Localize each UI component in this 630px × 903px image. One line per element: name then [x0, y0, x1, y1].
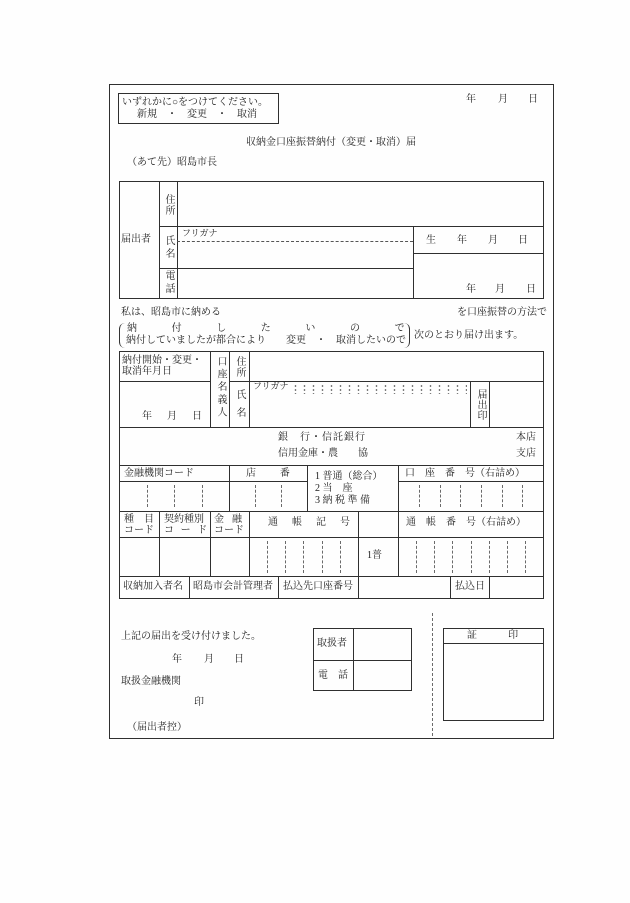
item-code-label-line2: コード — [124, 525, 154, 536]
applicant-address-field — [177, 181, 544, 227]
bank-type-line2: 信用金庫・農 協 — [278, 448, 368, 459]
digit-separator — [419, 485, 420, 507]
account-number-label: 口 座 番 号（右詰め） — [405, 468, 525, 479]
statement-closing: 次のとおり届け出ます。 — [414, 330, 524, 341]
acknowledgement-text: 上記の届出を受け付けました。 — [121, 631, 261, 642]
holder-address-label: 住所 — [234, 356, 245, 378]
digit-separator — [281, 485, 282, 507]
bracket-left — [119, 323, 125, 348]
item-code-label-line1: 種 目 — [124, 514, 154, 525]
receipt-date-year: 年 — [172, 654, 182, 665]
passbook-type-header-cell — [358, 511, 399, 538]
passbook-symbol-field — [249, 537, 359, 577]
account-type-option-1: 1 普通（総合） — [315, 471, 383, 482]
account-type-option-2: 2 当 座 — [315, 483, 353, 494]
start-date-label-line1: 納付開始・変更・ — [122, 355, 202, 366]
passbook-symbol-label: 通 帳 記 号 — [268, 517, 352, 528]
holder-furigana-label: フリガナ — [253, 381, 289, 391]
digit-separator — [481, 485, 482, 507]
statement-lead: 私は、昭島市に納める — [121, 307, 221, 318]
digit-separator — [285, 541, 286, 573]
addressee: （あて先）昭島市長 — [127, 157, 217, 168]
cut-line — [432, 613, 433, 736]
birth-date-day: 日 — [518, 235, 528, 246]
item-code-field — [119, 537, 160, 577]
start-date-label-line2: 取消年月日 — [122, 366, 172, 377]
contract-code-field — [159, 537, 211, 577]
submission-date-cell — [413, 253, 544, 299]
contract-code-label-line1: 契約種別 — [164, 514, 204, 525]
finance-code-field — [210, 537, 250, 577]
submission-date-day: 日 — [526, 284, 536, 295]
handler-phone-field — [353, 660, 412, 691]
deposit-date-label: 払込日 — [455, 581, 485, 592]
submission-date-month: 月 — [495, 284, 505, 295]
bank-type-line1: 銀 行・信託銀行 — [278, 432, 366, 443]
request-type-options: 新規 ・ 変更 ・ 取消 — [137, 109, 257, 120]
digit-separator — [471, 541, 472, 573]
finance-code-label-line2: コード — [214, 525, 244, 536]
receipt-date-day: 日 — [234, 654, 244, 665]
payee-name: 昭島市会計管理者 — [193, 581, 273, 592]
start-date-day: 日 — [192, 411, 202, 422]
holder-label: 口座名義人 — [215, 356, 226, 420]
deposit-account-label: 払込先口座番号 — [283, 581, 353, 592]
branch-type-sub: 支店 — [516, 448, 536, 459]
contract-code-label-line2: コ ー ド — [164, 525, 206, 536]
copy-label: （届出者控） — [127, 722, 187, 733]
certification-label: 証 印 — [467, 630, 522, 641]
birth-date-month: 月 — [488, 235, 498, 246]
digit-separator — [267, 541, 268, 573]
applicant-phone-label: 電話 — [163, 270, 174, 296]
filing-date-year: 年 — [466, 94, 476, 105]
furigana-guide — [291, 384, 467, 394]
handling-institution-label: 取扱金融機関 — [121, 676, 181, 687]
payee-label: 収納加入者名 — [123, 581, 183, 592]
handler-phone-label: 電 話 — [318, 670, 348, 681]
holder-address-field — [249, 351, 544, 382]
digit-separator — [202, 485, 203, 507]
deposit-date-field — [489, 576, 544, 599]
applicant-phone-field — [177, 268, 414, 299]
statement-choice-change: 納付していましたが都合により 変更 ・ 取消したいので — [126, 335, 406, 346]
digit-separator — [440, 485, 441, 507]
digit-separator — [502, 485, 503, 507]
birth-date-label: 生 — [426, 235, 436, 246]
handler-label: 取扱者 — [317, 638, 347, 649]
form-title: 収納金口座振替納付（変更・取消）届 — [246, 137, 416, 148]
digit-separator — [525, 541, 526, 573]
branch-type-main: 本店 — [516, 432, 536, 443]
holder-name-label: 氏名 — [234, 389, 245, 425]
start-date-year: 年 — [142, 411, 152, 422]
certification-seal-field — [443, 643, 544, 721]
passbook-type: 1普 — [367, 550, 382, 561]
seal-field — [489, 381, 544, 428]
instruction-text: いずれかに○をつけてください。 — [122, 97, 269, 108]
applicant-furigana-label: フリガナ — [182, 228, 218, 238]
birth-date-year: 年 — [457, 235, 467, 246]
applicant-name-label: 氏名 — [163, 235, 174, 261]
deposit-account-field — [358, 576, 451, 599]
submission-date-year: 年 — [466, 284, 476, 295]
passbook-number-label: 通 帳 番 号（右詰め） — [406, 517, 526, 528]
start-date-month: 月 — [167, 411, 177, 422]
applicant-address-label: 住所 — [163, 194, 174, 216]
bracket-right — [404, 323, 410, 348]
digit-separator — [460, 485, 461, 507]
digit-separator — [303, 541, 304, 573]
account-type-option-3: 3 納 税 準 備 — [315, 495, 370, 506]
digit-separator — [452, 541, 453, 573]
branch-number-label: 店 番 — [246, 468, 292, 479]
digit-separator — [434, 541, 435, 573]
digit-separator — [340, 541, 341, 573]
institution-code-label: 金融機関コード — [124, 468, 194, 479]
finance-code-label-line1: 金 融 — [214, 514, 241, 525]
receipt-date-month: 月 — [204, 654, 214, 665]
digit-separator — [489, 541, 490, 573]
digit-separator — [416, 541, 417, 573]
filing-date-month: 月 — [498, 94, 508, 105]
seal-label: 届出印 — [475, 389, 486, 421]
applicant-label: 届出者 — [121, 234, 151, 245]
statement-method: を口座振替の方法で — [457, 307, 547, 318]
digit-separator — [174, 485, 175, 507]
statement-choice-new: 納付したいので — [127, 323, 440, 334]
digit-separator — [255, 485, 256, 507]
handler-field — [353, 628, 412, 661]
digit-separator — [522, 485, 523, 507]
filing-date-day: 日 — [528, 94, 538, 105]
digit-separator — [507, 541, 508, 573]
digit-separator — [147, 485, 148, 507]
furigana-divider — [177, 241, 413, 242]
branch-number-field — [229, 481, 308, 512]
digit-separator — [322, 541, 323, 573]
institution-seal-mark: 印 — [194, 697, 204, 708]
